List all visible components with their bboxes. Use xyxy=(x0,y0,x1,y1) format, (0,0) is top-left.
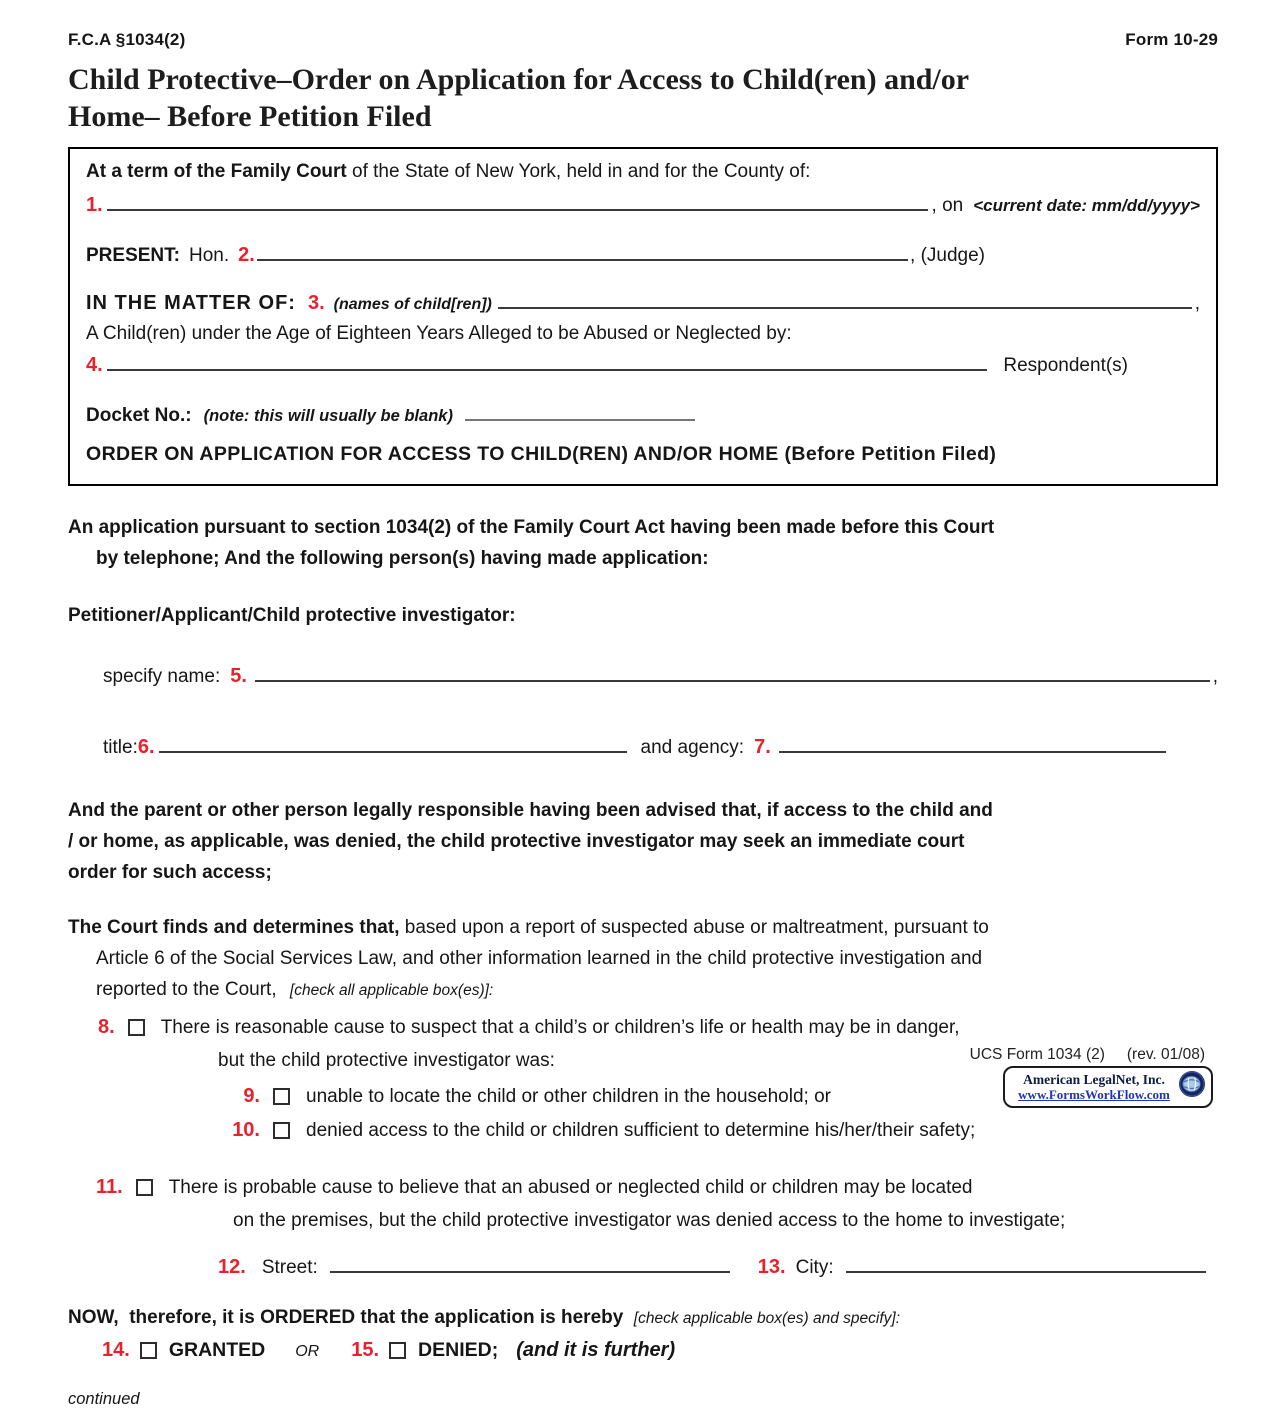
specify-name-row xyxy=(68,661,1218,692)
form-number: Form 10-29 xyxy=(1125,30,1218,49)
item-11-text: There is probable cause to believe that an abused or neglected child or children may be located xyxy=(168,1177,973,1199)
matter-label: IN THE MATTER OF: xyxy=(86,292,296,315)
item-10-text: denied access to the child or children sufficient to determine his/her/their safety; xyxy=(306,1120,976,1142)
item-9-number: 9. xyxy=(243,1085,260,1108)
american-legalnet-badge xyxy=(1003,1066,1213,1108)
item-15-number: 15. xyxy=(351,1339,380,1362)
field-4-number: 4. xyxy=(86,354,103,377)
field-5-number: 5. xyxy=(230,665,247,688)
docket-note: (note: this will usually be blank) xyxy=(203,407,453,426)
form-title-line2: Home– Before Petition Filed xyxy=(68,99,432,133)
matter-comma: , xyxy=(1194,293,1200,315)
city-label: City: xyxy=(795,1257,834,1279)
granted-denied-row xyxy=(68,1339,1218,1362)
checkbox-8[interactable] xyxy=(128,1019,145,1036)
county-field[interactable] xyxy=(107,193,928,211)
checkbox-10[interactable] xyxy=(273,1122,290,1139)
caption-box xyxy=(68,147,1218,486)
form-title xyxy=(68,62,1218,135)
statute-ref: F.C.A §1034(2) xyxy=(68,30,186,49)
item-8-number: 8. xyxy=(98,1016,115,1039)
badge-url-link[interactable]: www.FormsWorkFlow.com xyxy=(1018,1086,1170,1102)
specify-name-comma: , xyxy=(1212,666,1218,688)
findings-line1-rest: based upon a report of suspected abuse or maltreatment, pursuant to xyxy=(404,917,989,939)
field-3-number: 3. xyxy=(307,292,325,315)
item-10-number: 10. xyxy=(232,1119,260,1142)
advised-line1: And the parent or other person legally responsible having been advised that, if access to the child and xyxy=(68,800,993,822)
checkbox-15-denied[interactable] xyxy=(389,1342,406,1359)
judge-suffix: , (Judge) xyxy=(910,245,985,267)
title-field[interactable] xyxy=(159,735,627,753)
respondents-field[interactable] xyxy=(107,353,988,371)
item-13-number: 13. xyxy=(757,1256,786,1279)
findings-line3-text: reported to the Court, xyxy=(96,979,277,1001)
children-names-hint: (names of child[ren]) xyxy=(333,296,492,314)
item-11-row xyxy=(68,1172,1218,1203)
findings-line3 xyxy=(68,974,1218,1006)
advised-paragraph xyxy=(68,795,1218,888)
check-applicable-hint: [check applicable box(es) and specify]: xyxy=(633,1310,901,1328)
term-line-rest: of the State of New York, held in and for the County of: xyxy=(352,161,811,183)
petitioner-heading: Petitioner/Applicant/Child protective investigator: xyxy=(68,605,516,627)
checkbox-11[interactable] xyxy=(136,1179,153,1196)
findings-lead: The Court finds and determines that, xyxy=(68,917,400,939)
findings-paragraph xyxy=(68,912,1218,1006)
findings-line2: Article 6 of the Social Services Law, and other information learned in the child protective investigation and xyxy=(96,948,983,970)
agency-label: and agency: xyxy=(640,737,745,759)
ucs-form-reference xyxy=(970,1046,1205,1064)
globe-logo-icon xyxy=(1178,1070,1206,1103)
title-agency-row xyxy=(68,732,1218,763)
application-paragraph xyxy=(68,512,1218,574)
title-label: title: xyxy=(103,737,138,759)
item-11-text-line2: on the premises, but the child protective investigator was denied access to the home to investigate; xyxy=(233,1210,1066,1232)
on-label: , on xyxy=(931,195,964,217)
item-11-number: 11. xyxy=(96,1176,123,1199)
item-8-row xyxy=(68,1012,1218,1043)
header-line xyxy=(68,30,1218,50)
check-all-hint: [check all applicable box(es)]: xyxy=(289,982,494,1000)
or-label: OR xyxy=(295,1343,320,1361)
term-line xyxy=(86,161,1200,183)
street-label: Street: xyxy=(261,1257,318,1279)
hon-label: Hon. xyxy=(188,245,230,267)
now-ordered-line xyxy=(68,1307,1218,1329)
application-line1: An application pursuant to section 1034(2) of the Family Court Act having been made before this Court xyxy=(68,517,995,539)
docket-row xyxy=(86,403,1200,427)
findings-line1 xyxy=(68,912,1218,943)
docket-number-field[interactable] xyxy=(465,403,695,421)
petitioner-name-field[interactable] xyxy=(255,664,1210,682)
county-date-row xyxy=(86,193,1200,217)
and-it-is-further-note: (and it is further) xyxy=(516,1339,676,1362)
street-field[interactable] xyxy=(330,1255,730,1273)
specify-name-label: specify name: xyxy=(103,666,221,688)
checkbox-14-granted[interactable] xyxy=(140,1342,157,1359)
agency-field[interactable] xyxy=(779,735,1166,753)
ucs-form-number: UCS Form 1034 (2) xyxy=(969,1046,1105,1063)
field-1-number: 1. xyxy=(86,194,103,217)
judge-name-field[interactable] xyxy=(257,243,908,261)
respondents-suffix: Respondent(s) xyxy=(1003,355,1128,377)
field-6-number: 6. xyxy=(137,736,155,759)
denied-label: DENIED; xyxy=(418,1339,499,1362)
order-heading: ORDER ON APPLICATION FOR ACCESS TO CHILD(REN) AND/OR HOME (Before Petition Filed) xyxy=(86,443,997,466)
item-14-number: 14. xyxy=(102,1339,130,1362)
now-ordered-text: NOW, therefore, it is ORDERED that the application is hereby xyxy=(68,1307,624,1329)
granted-label: GRANTED xyxy=(168,1339,266,1362)
item-10-row xyxy=(68,1115,1218,1146)
present-row xyxy=(86,243,1200,267)
term-line-bold: At a term of the Family Court xyxy=(86,161,347,183)
continued-note: continued xyxy=(68,1390,140,1409)
item-12-number: 12. xyxy=(218,1256,246,1279)
docket-label: Docket No.: xyxy=(86,405,192,427)
field-7-number: 7. xyxy=(754,736,771,759)
advised-line3: order for such access; xyxy=(68,862,272,884)
advised-line2: / or home, as applicable, was denied, the child protective investigator may seek an immediate court xyxy=(68,831,965,853)
current-date-placeholder: <current date: mm/dd/yyyy> xyxy=(973,196,1200,216)
field-2-number: 2. xyxy=(238,244,255,267)
badge-company-name: American LegalNet, Inc. xyxy=(1023,1071,1165,1087)
matter-row xyxy=(86,291,1200,315)
child-description-line: A Child(ren) under the Age of Eighteen Years Alleged to be Abused or Neglected by: xyxy=(86,323,792,345)
children-names-field[interactable] xyxy=(498,291,1192,309)
item-9-text: unable to locate the child or other children in the household; or xyxy=(306,1086,831,1108)
respondents-row xyxy=(86,353,1200,377)
badge-text xyxy=(1015,1072,1173,1102)
city-field[interactable] xyxy=(846,1255,1206,1273)
application-line2: by telephone; And the following person(s) having made application: xyxy=(96,548,709,570)
present-label: PRESENT: xyxy=(86,245,180,267)
checkbox-9[interactable] xyxy=(273,1088,290,1105)
item-8-text-line2: but the child protective investigator was: xyxy=(218,1050,555,1072)
form-title-line1: Child Protective–Order on Application for Access to Child(ren) and/or xyxy=(68,63,970,96)
ucs-form-revision: (rev. 01/08) xyxy=(1126,1046,1205,1063)
street-city-row xyxy=(68,1252,1218,1283)
item-8-text: There is reasonable cause to suspect that a child’s or children’s life or health may be in danger, xyxy=(160,1017,960,1039)
